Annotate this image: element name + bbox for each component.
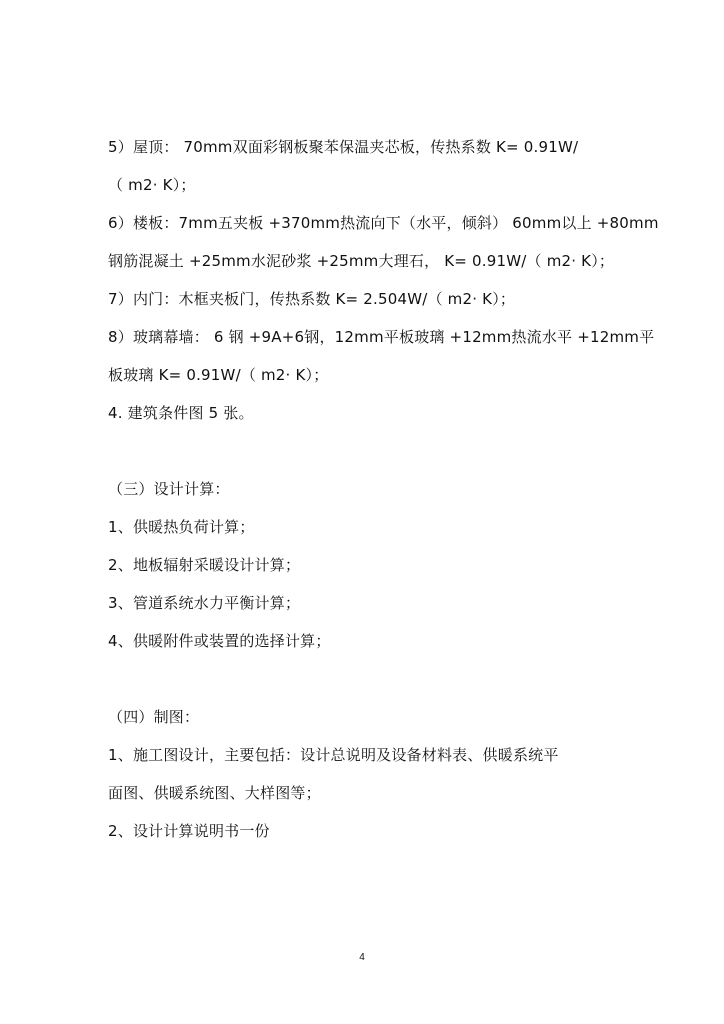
calc-item-1: 1、供暖热负荷计算； — [108, 518, 255, 536]
drawing-item-2: 2、设计计算说明书一份 — [108, 822, 270, 840]
drawing-item-1: 1、施工图设计，主要包括：设计总说明及设备材料表、供暖系统平 — [108, 746, 559, 764]
glass-curtain-wall-spec-line: 8）玻璃幕墙： 6 钢 +9A+6钢，12mm平板玻璃 +12mm热流水平 +12mm平 — [108, 328, 655, 346]
calc-item-2: 2、地板辐射采暖设计计算； — [108, 556, 301, 574]
page-number: 4 — [359, 952, 365, 963]
glass-curtain-wall-spec-continued-line: 板玻璃 K= 0.91W/（ m2· K）； — [108, 366, 329, 384]
roof-spec-unit-line: （ m2· K）； — [108, 176, 196, 194]
floor-slab-spec-continued-line: 钢筋混凝土 +25mm水泥砂浆 +25mm大理石， K= 0.91W/（ m2· K）； — [108, 252, 615, 270]
building-drawings-line: 4. 建筑条件图 5 张。 — [108, 404, 254, 422]
roof-spec-line: 5）屋顶： 70mm双面彩钢板聚苯保温夹芯板，传热系数 K= 0.91W/ — [108, 138, 579, 156]
floor-slab-spec-line: 6）楼板：7mm五夹板 +370mm热流向下（水平，倾斜） 60mm以上 +80mm — [108, 214, 659, 232]
calc-item-4: 4、供暖附件或装置的选择计算； — [108, 632, 331, 650]
calc-item-3: 3、管道系统水力平衡计算； — [108, 594, 301, 612]
interior-door-spec-line: 7）内门：木框夹板门，传热系数 K= 2.504W/（ m2· K）； — [108, 290, 516, 308]
drawing-item-1-continued: 面图、供暖系统图、大样图等； — [108, 784, 321, 802]
section-design-calculation-heading: （三）设计计算： — [108, 480, 230, 498]
section-drawing-heading: （四）制图： — [108, 708, 200, 726]
